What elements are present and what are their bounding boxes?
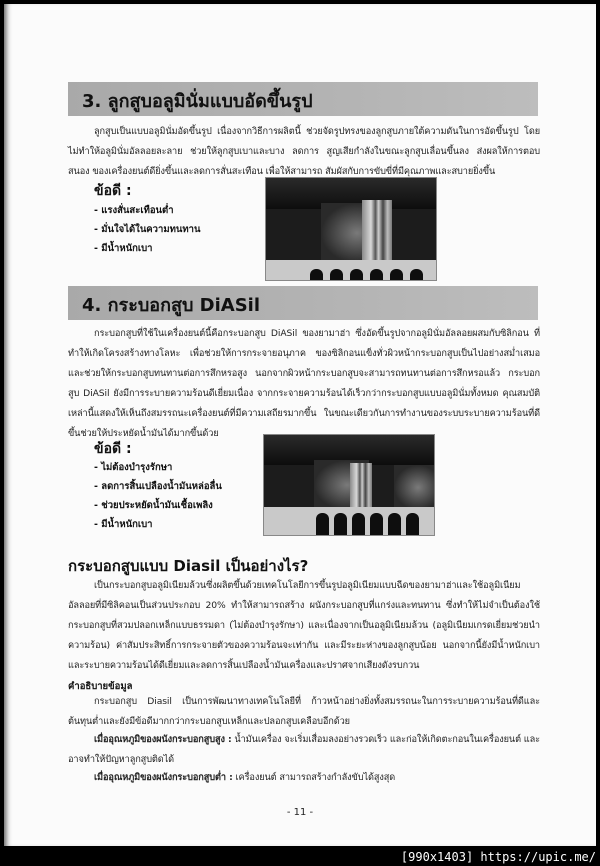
document-page	[4, 4, 596, 846]
page-number: - 11 -	[286, 807, 314, 818]
advantage-item: - ไม่ต้องบำรุงรักษา	[94, 458, 222, 477]
advantage-item: - แรงสั่นสะเทือนต่ำ	[94, 201, 200, 220]
high-temp-paragraph	[68, 730, 540, 770]
low-temp-paragraph	[68, 768, 540, 788]
advantage-item: - มั่นใจได้ในความทนทาน	[94, 220, 200, 239]
diasil-heading: กระบอกสูบแบบ Diasil เป็นอย่างไร?	[68, 557, 309, 575]
section-4-paragraph: กระบอกสูบที่ใช้ในเครื่องยนต์นี้คือกระบอกสูบ DiASil ของยามาฮ่า ซึ่งอัดขึ้นรูปจากอลูมินั่มอัลลอยผสมกับซิลิกอน ที่ทำให้เกิดโครงสร้างทางโลหะ เพื่อช่วยให้การกระจายอนุภาค ของซิลิกอนแข็งทั่วผิวหน้ากระบอกสูบเป็นไปอย่างสม่ำเสมอ และช่วยให้กระบอกสูบทนทานต่อการสึกหรอสูง นอกจากผิวหน้ากระบอกสูบจะสามารถทนทานต่อการสึกหรอแล้ว กระบอกสูบ DiASil ยังมีการระบายความร้อนดีเยี่ยมเนื่อง จากกระจายความร้อนได้เร็วกว่ากระบอกสูบแบบอลูมินั่มทั้งหมด คุณสมบัติเหล่านี้แสดงให้เห็นถึงสมรรถนะเครื่องยนต์ที่มีความเสถียรมากขึ้น ในขณะเดียวกันการทำงานของระบบระบายความร้อนที่ดีขึ้นช่วยให้ประหยัดน้ำมันได้มากขึ้นด้วย	[68, 328, 540, 439]
advantage-item: - ลดการสิ้นเปลืองน้ำมันหล่อลื่น	[94, 477, 222, 496]
high-temp-label: เมื่ออุณหภูมิของผนังกระบอกสูบสูง :	[94, 734, 232, 745]
advantage-item: - ช่วยประหยัดน้ำมันเชื้อเพลิง	[94, 496, 222, 515]
advantage-item: - มีน้ำหนักเบา	[94, 239, 200, 258]
section-3-header-bar	[68, 82, 538, 116]
section-4-advantages-title: ข้อดี :	[94, 441, 132, 457]
cylinder-photo	[263, 434, 435, 536]
piston-photo	[265, 177, 437, 281]
low-temp-label: เมื่ออุณหภูมิของผนังกระบอกสูบต่ำ :	[94, 772, 233, 783]
section-3-advantages-title: ข้อดี :	[94, 183, 132, 199]
section-3-title: 3. ลูกสูบอลูมินั่มแบบอัดขึ้นรูป	[82, 91, 313, 112]
section-3-advantages-list	[94, 201, 200, 258]
diasil-paragraph: เป็นกระบอกสูบอลูมิเนียมล้วนซึ่งผลิตขึ้นด้วยเทคโนโลยีการขึ้นรูปอลูมิเนียมแบบฉีดของยามาฮ่าและใช้อลูมิเนียมอัลลอยที่มีซิลิคอนเป็นส่วนประกอบ 20% ทำให้สามารถสร้าง ผนังกระบอกสูบที่แกร่งและทนทาน ซึ่งทำให้ไม่จำเป็นต้องใช้กระบอกสูบที่สวมปลอกเหล็กแบบธรรมดา (ไม่ต้องบำรุงรักษา) และเนื่องจากเป็นอลูมิเนียมล้วน (อลูมิเนียมเกรดเยี่ยมช่วยนำความร้อน) ค่าสัมประสิทธิ์การกระจายตัวของความร้อนจะเท่ากัน และมีระยะห่างของลูกสูบน้อย นอกจากนี้ยังมีน้ำหนักเบา และระบายความร้อนได้ดีเยี่ยมและลดการสิ้นเปลืองน้ำมันเครื่องและปราศจากเสียงดังรบกวน	[68, 580, 540, 671]
explanation-paragraph: กระบอกสูบ Diasil เป็นการพัฒนาทางเทคโนโลยีที่ ก้าวหน้าอย่างยิ่งทั้งสมรรถนะในการระบายความร้อนที่ดีและต้นทุนต่ำและยังมีข้อดีมากกว่ากระบอกสูบเหล็กและปลอกสูบเคลือบอีกด้วย	[68, 696, 540, 727]
low-temp-text: เครื่องยนต์ สามารถสร้างกำลังขับได้สูงสุด	[232, 772, 396, 783]
watermark-text: [990x1403] https://upic.me/	[400, 850, 596, 864]
section-3-paragraph: ลูกสูบเป็นแบบอลูมินั่มอัดขึ้นรูป เนื่องจากวิธีการผลิตนี้ ช่วยจัดรูปทรงของลูกสูบภายใต้ความดันในการอัดขึ้นรูป โดยไม่ทำให้อลูมินั่มอัลลอยละลาย ช่วยให้ลูกสูบเบาและบาง ลดการ สูญเสียกำลังในขณะลูกสูบเลื่อนขึ้นลง ส่งผลให้การตอบสนอง ของเครื่องยนต์ดียิ่งขึ้นและลดการสั่นสะเทือน เพื่อให้สามารถ สัมผัสกับการขับขี่ที่มีคุณภาพและสบายยิ่งขึ้น	[68, 126, 540, 177]
section-4-title: 4. กระบอกสูบ DiASil	[82, 295, 261, 316]
advantage-item: - มีน้ำหนักเบา	[94, 515, 222, 534]
explanation-subheading: คำอธิบายข้อมูล	[68, 681, 133, 692]
section-4-header-bar	[68, 286, 538, 320]
high-temp-text: น้ำมันเครื่อง จะเริ่มเสื่อมลงอย่างรวดเร็ว และก่อให้เกิดตะกอนในเครื่องยนต์ และอาจทำให้ปัญหาลูกสูบติดได้	[68, 734, 540, 765]
section-4-advantages-list	[94, 458, 222, 534]
